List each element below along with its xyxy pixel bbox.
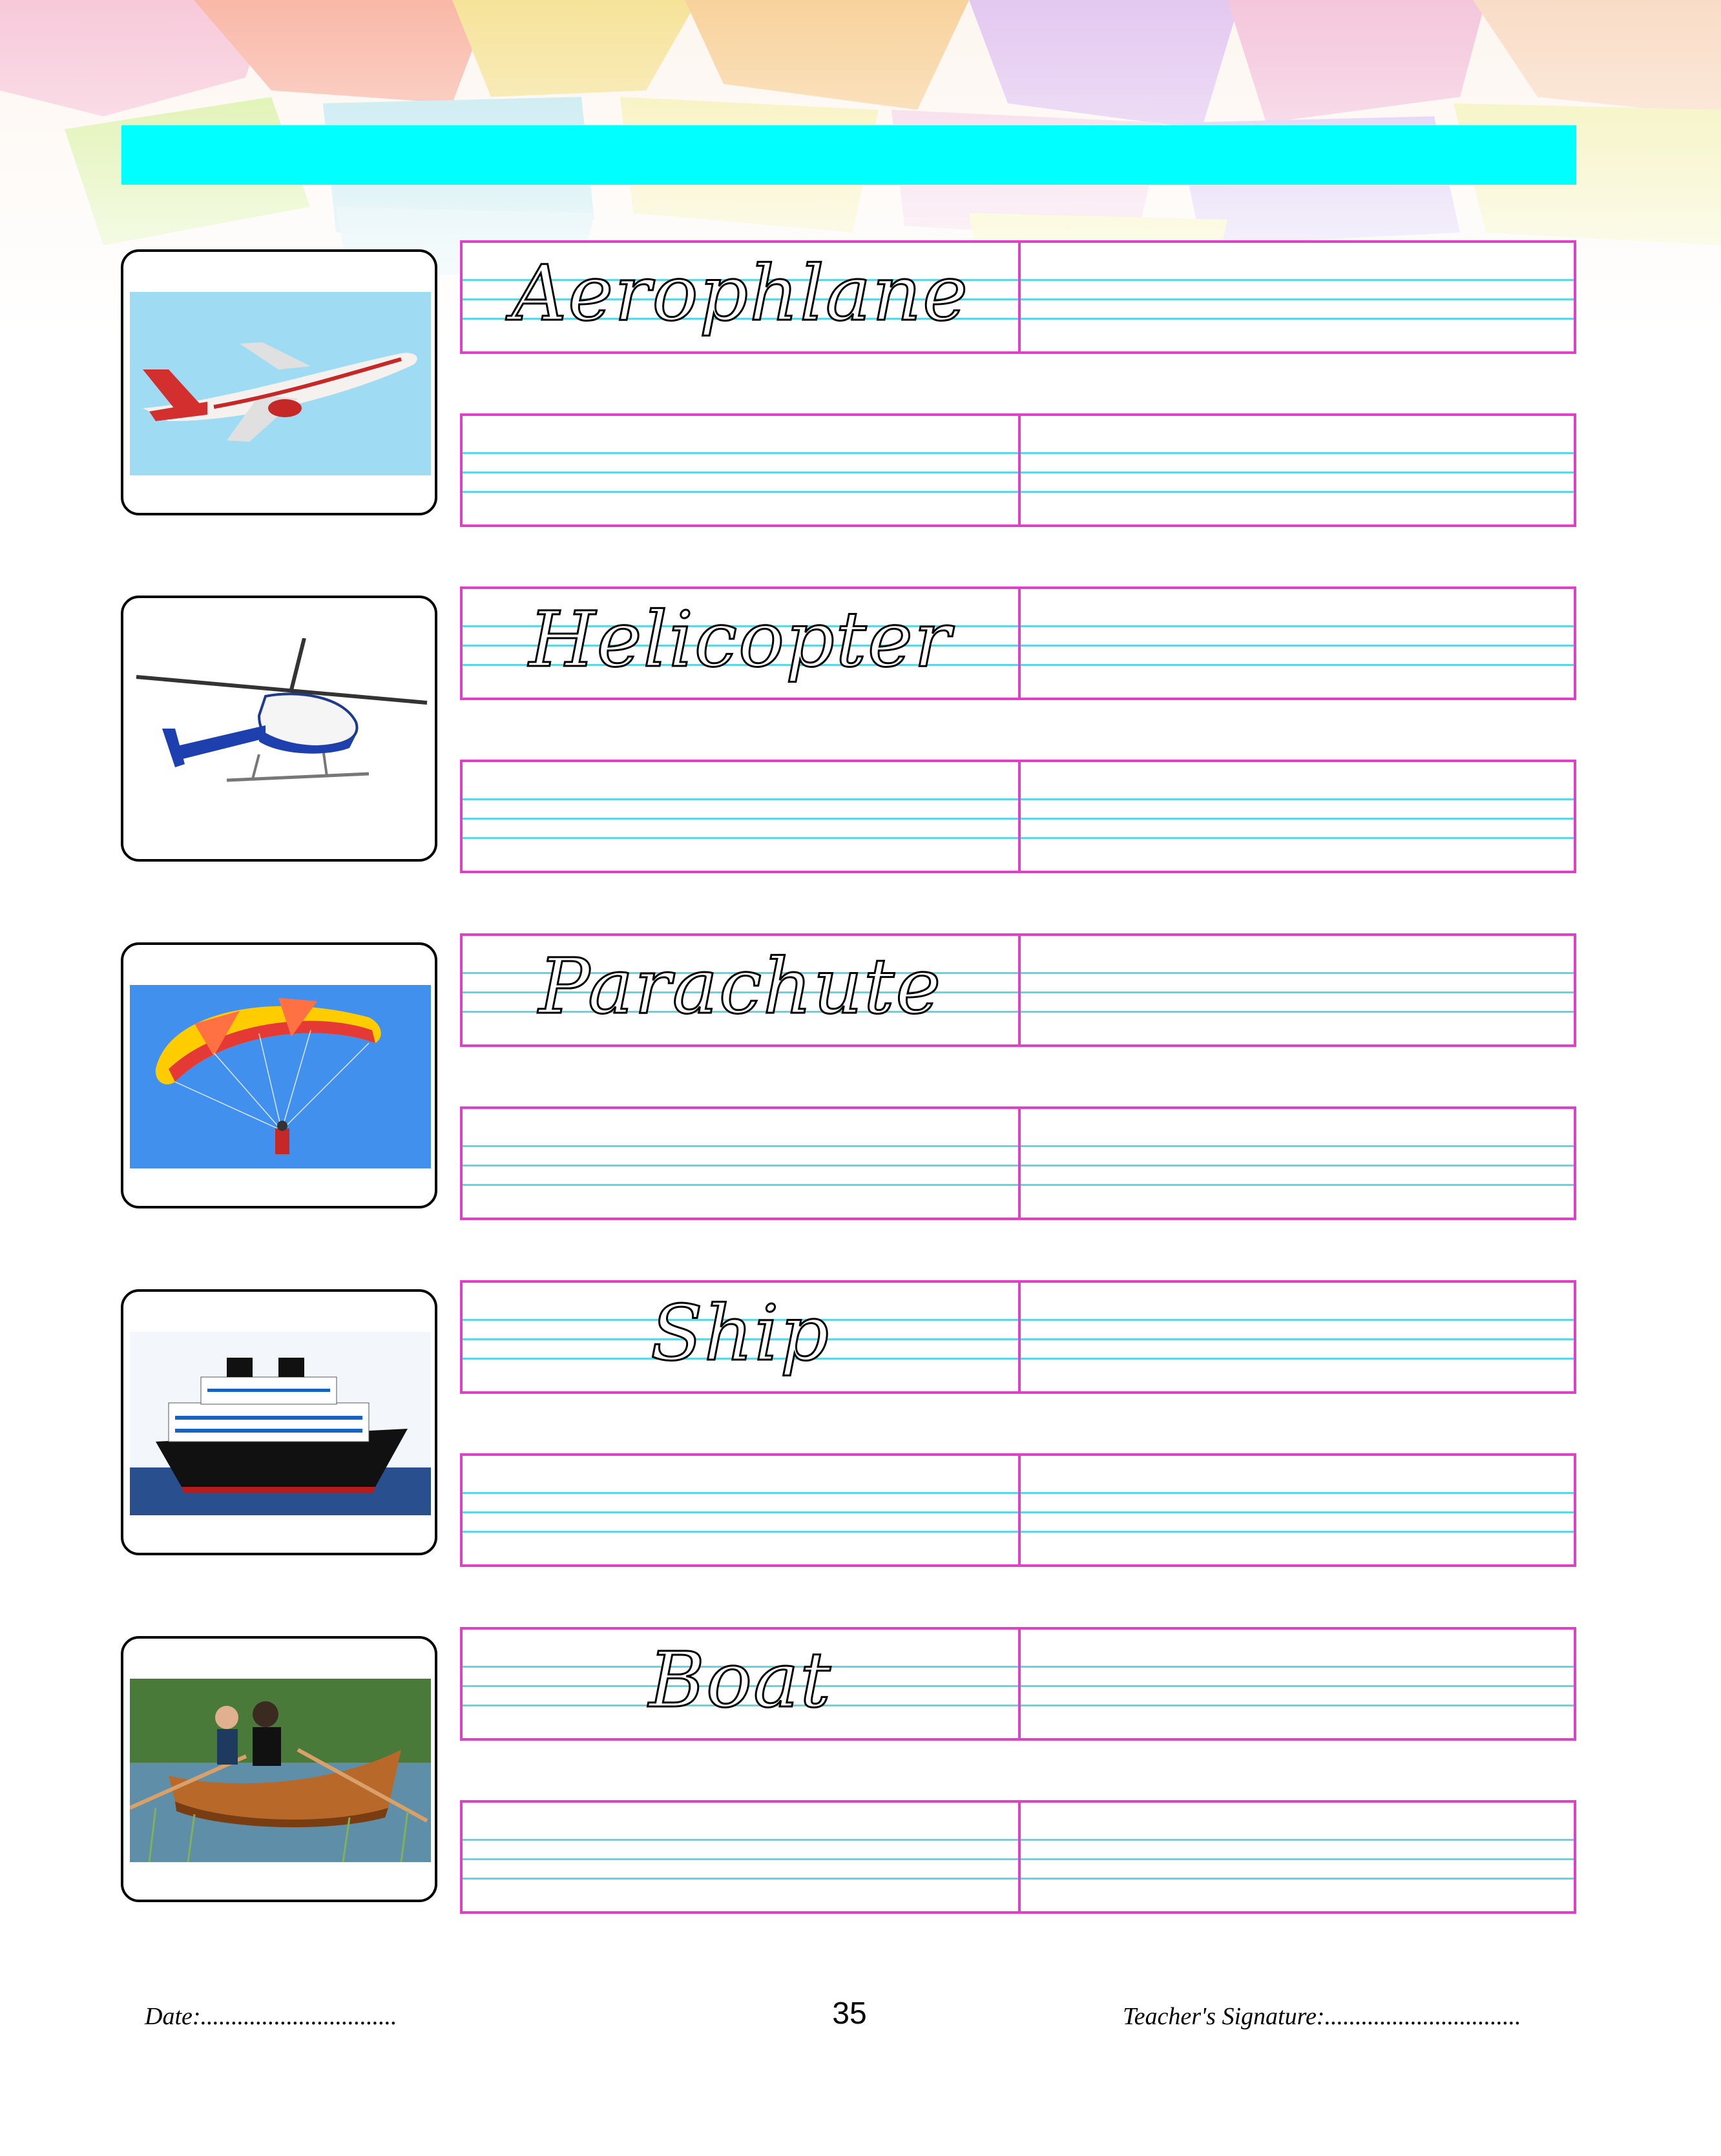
aeroplane-picture <box>121 249 437 515</box>
helicopter-picture <box>121 596 437 862</box>
box-divider <box>1018 416 1021 524</box>
parachute-picture-image <box>130 985 431 1168</box>
teacher-signature-field: Teacher's Signature:................................ <box>1123 2003 1521 2030</box>
tracing-box[interactable] <box>460 933 1576 1047</box>
practice-row <box>0 249 1721 521</box>
writing-box[interactable] <box>460 413 1576 527</box>
box-divider <box>1018 589 1021 698</box>
parachute-picture <box>121 942 437 1208</box>
box-divider <box>1018 1456 1021 1564</box>
box-divider <box>1018 1803 1021 1911</box>
traced-word: Boat <box>649 1635 832 1725</box>
traced-word: Helicopter <box>528 595 952 684</box>
box-divider <box>1018 762 1021 871</box>
boat-picture <box>121 1636 437 1902</box>
practice-row <box>0 596 1721 867</box>
tracing-box[interactable] <box>460 1280 1576 1394</box>
writing-box[interactable] <box>460 1106 1576 1220</box>
title-banner <box>121 125 1576 185</box>
practice-row <box>0 1289 1721 1560</box>
box-divider <box>1018 1630 1021 1738</box>
writing-box[interactable] <box>460 1800 1576 1914</box>
writing-box[interactable] <box>460 1453 1576 1567</box>
practice-row <box>0 1636 1721 1907</box>
box-divider <box>1018 1283 1021 1391</box>
ship-picture <box>121 1289 437 1555</box>
box-divider <box>1018 936 1021 1044</box>
tracing-box[interactable] <box>460 586 1576 700</box>
traced-word: Aerophlane <box>512 249 969 338</box>
helicopter-picture-image <box>130 638 431 822</box>
traced-word: Ship <box>650 1289 831 1378</box>
tracing-box[interactable] <box>460 1627 1576 1741</box>
box-divider <box>1018 243 1021 351</box>
practice-row <box>0 942 1721 1214</box>
boat-picture-image <box>130 1679 431 1862</box>
ship-picture-image <box>130 1332 431 1515</box>
writing-box[interactable] <box>460 760 1576 873</box>
tracing-box[interactable] <box>460 240 1576 354</box>
date-field: Date:................................ <box>145 2003 397 2030</box>
page-number: 35 <box>832 1996 867 2031</box>
box-divider <box>1018 1109 1021 1218</box>
aeroplane-picture-image <box>130 292 431 475</box>
traced-word: Parachute <box>538 942 943 1031</box>
